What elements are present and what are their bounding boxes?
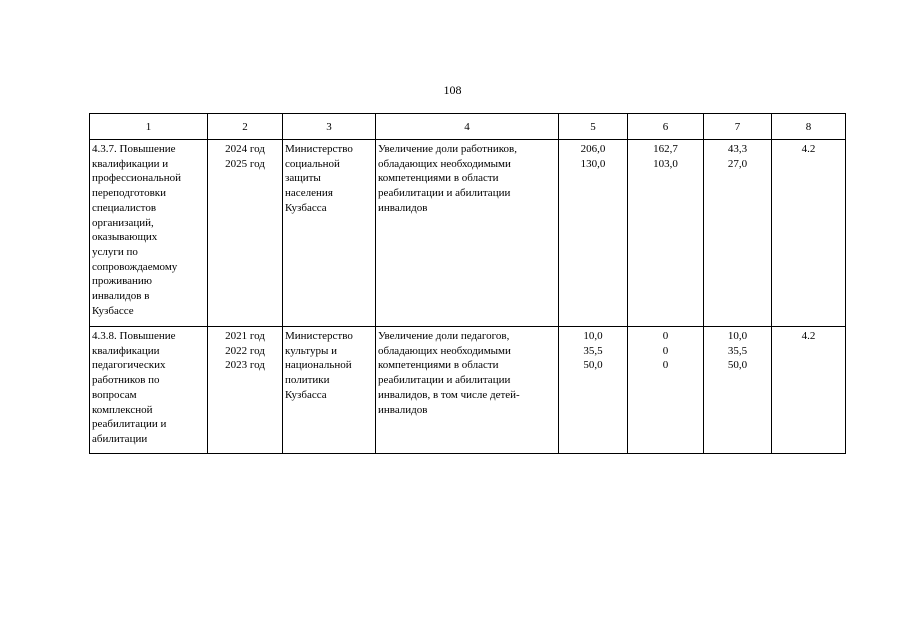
header-row xyxy=(90,114,846,140)
header-cell-5: 5 xyxy=(559,114,628,140)
cell-line: 2024 год xyxy=(225,143,265,155)
header-cell-1: 1 xyxy=(90,114,208,140)
cell-line: 130,0 xyxy=(580,157,606,170)
cell-line: защиты xyxy=(285,172,321,185)
years-cell xyxy=(208,327,283,454)
cell-line: 27,0 xyxy=(727,157,748,170)
page-number: 108 xyxy=(443,83,462,97)
cell-line: Кузбасса xyxy=(285,388,327,401)
cell-line: 0 xyxy=(662,359,669,372)
cell-line: компетенциями в области xyxy=(378,359,499,372)
cell-line: реабилитации и xyxy=(92,418,167,431)
table-row xyxy=(90,327,846,454)
cell-line: социальной xyxy=(285,157,340,170)
cell-line: обладающих необходимыми xyxy=(378,344,511,357)
cell-line: абилитации xyxy=(92,432,148,445)
cell-line: 0 xyxy=(662,330,669,342)
header-cell-3: 3 xyxy=(283,114,376,140)
program-table xyxy=(89,113,846,454)
header-cell-7: 7 xyxy=(704,114,772,140)
executor-cell xyxy=(283,140,376,327)
cell-line: населения xyxy=(285,187,333,200)
header-cell-6: 6 xyxy=(628,114,704,140)
cell-line: специалистов xyxy=(92,201,157,214)
cell-line: 4.2 xyxy=(801,143,816,155)
cell-line: культуры и xyxy=(285,344,337,357)
cell-line: вопросам xyxy=(92,388,137,401)
cell-line: педагогических xyxy=(92,359,166,372)
cell-line: 2022 год xyxy=(225,344,265,357)
cell-line: 162,7 xyxy=(653,143,678,155)
value-cell-8 xyxy=(772,140,846,327)
cell-line: сопровождаемому xyxy=(92,260,178,273)
cell-line: Увеличение доли педагогов, xyxy=(378,330,510,342)
cell-line: 10,0 xyxy=(583,330,603,342)
cell-line: услуги по xyxy=(92,245,138,258)
cell-line: 43,3 xyxy=(727,143,748,155)
value-cell-8 xyxy=(772,327,846,454)
cell-line: инвалидов, в том числе детей- xyxy=(378,388,520,401)
cell-line: компетенциями в области xyxy=(378,172,499,185)
value-cell-6 xyxy=(628,140,704,327)
value-cell-7 xyxy=(704,327,772,454)
header-cell-8: 8 xyxy=(772,114,846,140)
cell-line: работников по xyxy=(92,374,160,387)
cell-line: 103,0 xyxy=(653,157,678,170)
cell-line: реабилитации и абилитации xyxy=(378,374,511,387)
cell-line: Кузбасса xyxy=(285,201,327,214)
measure-cell xyxy=(90,327,208,454)
cell-line: 2023 год xyxy=(225,359,265,372)
cell-line: Министерство xyxy=(285,143,353,155)
value-cell-5 xyxy=(559,327,628,454)
cell-line: реабилитации и абилитации xyxy=(378,187,511,200)
cell-line: 2021 год xyxy=(225,330,265,342)
cell-line: 4.3.8. Повышение xyxy=(92,330,176,342)
cell-line: инвалидов xyxy=(378,403,428,416)
cell-line: Кузбассе xyxy=(92,304,134,317)
executor-cell xyxy=(283,327,376,454)
cell-line: 2025 год xyxy=(225,157,265,170)
measure-cell xyxy=(90,140,208,327)
cell-line: Министерство xyxy=(285,330,353,342)
value-cell-5 xyxy=(559,140,628,327)
result-cell xyxy=(376,140,559,327)
cell-line: 50,0 xyxy=(727,359,748,372)
cell-line: квалификации xyxy=(92,344,160,357)
header-cell-2: 2 xyxy=(208,114,283,140)
value-cell-6 xyxy=(628,327,704,454)
cell-line: 10,0 xyxy=(727,330,748,342)
result-cell xyxy=(376,327,559,454)
cell-line: инвалидов в xyxy=(92,290,150,303)
cell-line: 4.2 xyxy=(801,330,816,342)
cell-line: инвалидов xyxy=(378,201,428,214)
cell-line: организаций, xyxy=(92,216,154,229)
value-cell-7 xyxy=(704,140,772,327)
cell-line: национальной xyxy=(285,359,352,372)
years-cell xyxy=(208,140,283,327)
cell-line: квалификации и xyxy=(92,157,169,170)
cell-line: профессиональной xyxy=(92,172,181,185)
cell-line: 206,0 xyxy=(580,143,606,155)
cell-line: Увеличение доли работников, xyxy=(378,143,517,155)
cell-line: проживанию xyxy=(92,275,153,288)
cell-line: переподготовки xyxy=(92,187,166,200)
cell-line: 0 xyxy=(662,344,669,357)
header-cell-4: 4 xyxy=(376,114,559,140)
table-row xyxy=(90,140,846,327)
cell-line: 35,5 xyxy=(583,344,603,357)
cell-line: 4.3.7. Повышение xyxy=(92,143,176,155)
cell-line: политики xyxy=(285,374,330,387)
cell-line: 50,0 xyxy=(583,359,603,372)
cell-line: 35,5 xyxy=(727,344,748,357)
cell-line: обладающих необходимыми xyxy=(378,157,511,170)
cell-line: оказывающих xyxy=(92,231,158,244)
cell-line: комплексной xyxy=(92,403,153,416)
